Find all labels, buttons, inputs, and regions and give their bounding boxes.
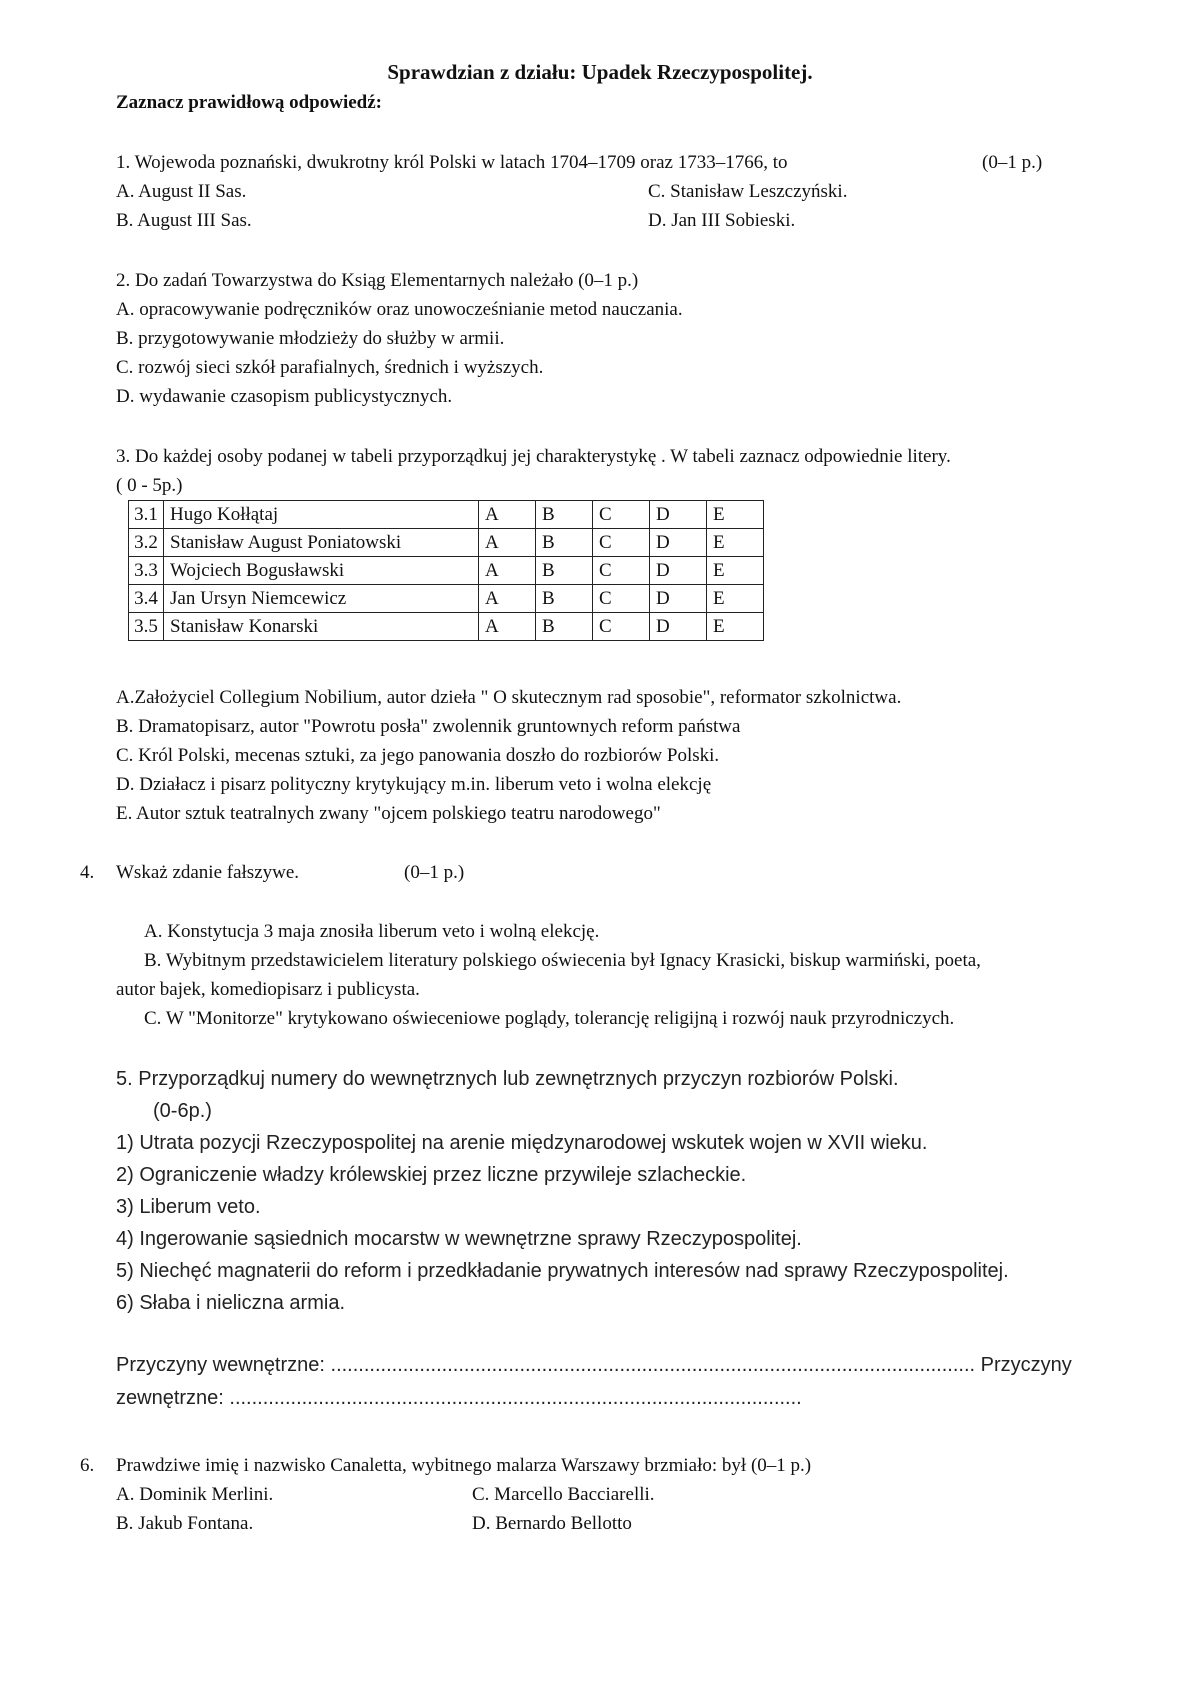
q5-answer-external[interactable]: zewnętrzne: .......................................................................................................: [116, 1387, 802, 1409]
q6-option-b[interactable]: B. Jakub Fontana.: [116, 1513, 254, 1534]
q4-option-b-continued: autor bajek, komediopisarz i publicysta.: [116, 979, 420, 1000]
q5-item-3: 3) Liberum veto.: [116, 1196, 261, 1218]
q6-option-d[interactable]: D. Bernardo Bellotto: [472, 1513, 632, 1534]
q5-item-2: 2) Ograniczenie władzy królewskiej przez liczne przywileje szlacheckie.: [116, 1164, 747, 1186]
option-cell[interactable]: E: [707, 529, 764, 557]
q5-item-1: 1) Utrata pozycji Rzeczypospolitej na arenie międzynarodowej wskutek wojen w XVII wieku.: [116, 1132, 928, 1154]
q2-option-d[interactable]: D. wydawanie czasopism publicystycznych.: [116, 386, 453, 407]
q5-item-5: 5) Niechęć magnaterii do reform i przedkładanie prywatnych interesów nad sprawy Rzeczypospolitej.: [116, 1260, 1009, 1282]
table-row: [129, 501, 764, 529]
option-cell[interactable]: D: [650, 585, 707, 613]
option-cell[interactable]: E: [707, 613, 764, 641]
q4-option-c[interactable]: C. W "Monitorze" krytykowano oświeceniowe poglądy, tolerancję religijną i rozwój nauk przyrodniczych.: [144, 1008, 955, 1029]
option-cell[interactable]: D: [650, 613, 707, 641]
q5-item-6: 6) Słaba i nieliczna armia.: [116, 1292, 345, 1314]
q3-description-b: B. Dramatopisarz, autor "Powrotu posła" zwolennik gruntownych reform państwa: [116, 716, 741, 737]
table-row: [129, 613, 764, 641]
option-cell[interactable]: B: [536, 557, 593, 585]
option-cell[interactable]: C: [593, 529, 650, 557]
q2-option-c[interactable]: C. rozwój sieci szkół parafialnych, średnich i wyższych.: [116, 357, 544, 378]
instruction: Zaznacz prawidłową odpowiedź:: [116, 92, 382, 113]
q2-option-a[interactable]: A. opracowywanie podręczników oraz unowocześnianie metod nauczania.: [116, 299, 683, 320]
q1-option-a[interactable]: A. August II Sas.: [116, 181, 247, 202]
option-cell[interactable]: A: [479, 585, 536, 613]
page-title: Sprawdzian z działu: Upadek Rzeczypospolitej.: [387, 60, 813, 84]
person-name: Hugo Kołłątaj: [164, 501, 479, 529]
row-number: 3.4: [129, 585, 164, 613]
option-cell[interactable]: E: [707, 557, 764, 585]
row-number: 3.2: [129, 529, 164, 557]
option-cell[interactable]: C: [593, 557, 650, 585]
option-cell[interactable]: A: [479, 613, 536, 641]
person-name: Stanisław August Poniatowski: [164, 529, 479, 557]
q1-points: (0–1 p.): [982, 152, 1043, 173]
q1-question: 1. Wojewoda poznański, dwukrotny król Polski w latach 1704–1709 oraz 1733–1766, to: [116, 152, 788, 173]
q5-answer-internal[interactable]: Przyczyny wewnętrzne: .................................................................................................................... Przyczyny: [116, 1354, 1072, 1376]
q4-points: (0–1 p.): [404, 862, 465, 883]
option-cell[interactable]: C: [593, 613, 650, 641]
option-cell[interactable]: C: [593, 501, 650, 529]
q2-option-b[interactable]: B. przygotowywanie młodzieży do służby w armii.: [116, 328, 505, 349]
option-cell[interactable]: D: [650, 501, 707, 529]
q3-description-a: A.Założyciel Collegium Nobilium, autor dzieła " O skutecznym rad sposobie", reformator szkolnictwa.: [116, 687, 902, 708]
option-cell[interactable]: E: [707, 501, 764, 529]
q4-option-a[interactable]: A. Konstytucja 3 maja znosiła liberum veto i wolną elekcję.: [144, 921, 600, 942]
option-cell[interactable]: D: [650, 529, 707, 557]
q3-question: 3. Do każdej osoby podanej w tabeli przyporządkuj jej charakterystykę . W tabeli zaznacz odpowiednie litery.: [116, 446, 951, 467]
q1-option-c[interactable]: C. Stanisław Leszczyński.: [648, 181, 848, 202]
option-cell[interactable]: B: [536, 529, 593, 557]
option-cell[interactable]: A: [479, 501, 536, 529]
q6-option-c[interactable]: C. Marcello Bacciarelli.: [472, 1484, 655, 1505]
matching-table: [128, 500, 764, 641]
q6-question: Prawdziwe imię i nazwisko Canaletta, wybitnego malarza Warszawy brzmiało: był (0–1 p.): [116, 1455, 812, 1476]
q6-option-a[interactable]: A. Dominik Merlini.: [116, 1484, 274, 1505]
q5-points: (0-6p.): [153, 1100, 212, 1122]
option-cell[interactable]: E: [707, 585, 764, 613]
q3-description-c: C. Król Polski, mecenas sztuki, za jego panowania doszło do rozbiorów Polski.: [116, 745, 720, 766]
q1-option-d[interactable]: D. Jan III Sobieski.: [648, 210, 796, 231]
q2-question: 2. Do zadań Towarzystwa do Ksiąg Elementarnych należało (0–1 p.): [116, 270, 639, 291]
option-cell[interactable]: B: [536, 613, 593, 641]
q1-option-b[interactable]: B. August III Sas.: [116, 210, 252, 231]
q4-number: 4.: [80, 862, 95, 883]
option-cell[interactable]: D: [650, 557, 707, 585]
q3-description-d: D. Działacz i pisarz polityczny krytykujący m.in. liberum veto i wolna elekcję: [116, 774, 712, 795]
q6-number: 6.: [80, 1455, 95, 1476]
row-number: 3.1: [129, 501, 164, 529]
q4-option-b[interactable]: B. Wybitnym przedstawicielem literatury polskiego oświecenia był Ignacy Krasicki, biskup warmiński, poeta,: [144, 950, 981, 971]
table-row: [129, 529, 764, 557]
row-number: 3.5: [129, 613, 164, 641]
person-name: Jan Ursyn Niemcewicz: [164, 585, 479, 613]
q5-item-4: 4) Ingerowanie sąsiednich mocarstw w wewnętrzne sprawy Rzeczypospolitej.: [116, 1228, 802, 1250]
q5-question: 5. Przyporządkuj numery do wewnętrznych lub zewnętrznych przyczyn rozbiorów Polski.: [116, 1068, 899, 1090]
person-name: Wojciech Bogusławski: [164, 557, 479, 585]
person-name: Stanisław Konarski: [164, 613, 479, 641]
q3-points: ( 0 - 5p.): [116, 475, 183, 496]
q4-question: Wskaż zdanie fałszywe.: [116, 862, 300, 883]
option-cell[interactable]: A: [479, 557, 536, 585]
table-row: [129, 557, 764, 585]
option-cell[interactable]: C: [593, 585, 650, 613]
option-cell[interactable]: A: [479, 529, 536, 557]
option-cell[interactable]: B: [536, 501, 593, 529]
table-row: [129, 585, 764, 613]
q3-description-e: E. Autor sztuk teatralnych zwany "ojcem polskiego teatru narodowego": [116, 803, 661, 824]
row-number: 3.3: [129, 557, 164, 585]
option-cell[interactable]: B: [536, 585, 593, 613]
